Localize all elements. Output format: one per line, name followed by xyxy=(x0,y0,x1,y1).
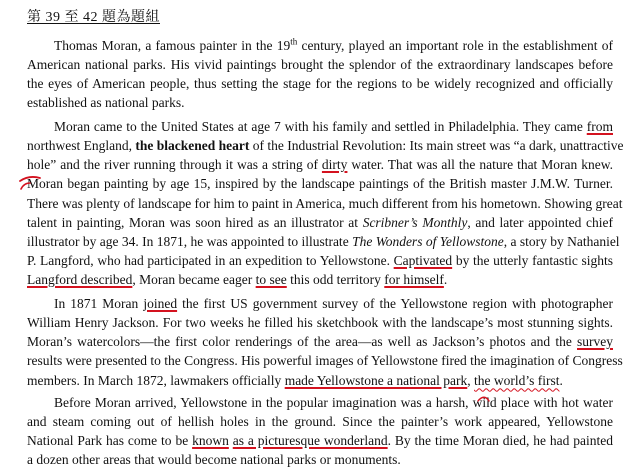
publication-title: Scribner’s Monthly xyxy=(362,214,468,230)
text-run: . By the time Moran died, he had painted xyxy=(387,433,614,449)
paragraph-line xyxy=(27,117,613,136)
text-run: , xyxy=(467,372,475,388)
paragraph-line: the eyes of American people, thus setting the stage for the regions to be widely recognized and officially xyxy=(27,76,613,92)
paragraph-line xyxy=(27,232,620,251)
text-run: members. In March 1872, lawmakers officially xyxy=(27,372,285,388)
text-run: , Moran became eager xyxy=(132,272,256,288)
paragraph-line xyxy=(27,371,613,390)
underlined-phrase: Langford described xyxy=(27,272,133,288)
paragraph-line xyxy=(27,431,613,450)
text-run: . xyxy=(559,372,563,388)
text-run: National Park has come to be xyxy=(27,433,193,449)
text-run: , a story by Nathaniel xyxy=(503,233,620,249)
text-run: P. Langford, who had participated in an expedition to Yellowstone. xyxy=(27,252,394,268)
text-run: water. That was all the nature that Moran knew. xyxy=(347,157,613,173)
underlined-phrase: made Yellowstone a national park xyxy=(284,372,468,388)
text-run: by the utterly fantastic sights xyxy=(452,252,613,268)
underlined-phrase: as a picturesque wonderland xyxy=(232,433,388,449)
paragraph-line xyxy=(27,36,613,55)
text-run: . xyxy=(443,272,448,288)
text-run: illustrator by age 34. In 1871, he was appointed to illustrate xyxy=(27,233,353,249)
paragraph-3 xyxy=(27,294,623,390)
text-run: In 1871 Moran xyxy=(54,296,144,311)
text-run: hole” and the river running through it was a string of xyxy=(27,157,322,173)
paragraph-line: and steam coming out of hellish holes in the ground. Since the painter’s work appeared, Yellowstone xyxy=(27,414,613,430)
text-run: Thomas Moran, a famous painter in the 19 xyxy=(54,38,291,53)
paragraph-4 xyxy=(27,393,613,470)
underlined-phrase: Captivated xyxy=(393,252,453,268)
paragraph-line: There was plenty of landscape for him to paint in America, much different from his hometown. Showing great xyxy=(27,195,623,211)
text-run: talent in painting, Moran was soon hired as an illustrator at xyxy=(27,214,363,230)
text-run: of the Industrial Revolution: Its main street was “a dark, unattractive xyxy=(249,138,624,154)
paragraph-line xyxy=(27,251,613,270)
question-group-heading: 第 39 至 42 題為題組 xyxy=(27,10,160,25)
paragraph-1 xyxy=(27,36,613,113)
paragraph-line: Moran began painting by age 15, inspired by the landscape paintings of the British master J.M.W. Turner. xyxy=(27,176,613,192)
paragraph-line xyxy=(27,213,613,232)
underlined-phrase: joined xyxy=(143,296,178,311)
paragraph-line xyxy=(27,270,613,289)
paragraph-line xyxy=(27,294,613,313)
paragraph-line: established as national parks. xyxy=(27,95,185,111)
wavy-underlined-phrase: the world’s first xyxy=(474,372,560,388)
text-run: the first US government survey of the Yellowstone region with photographer xyxy=(177,296,613,311)
paragraph-line: Before Moran arrived, Yellowstone in the popular imagination was a harsh, wild place with hot water xyxy=(54,395,613,410)
book-title: The Wonders of Yellowstone xyxy=(352,233,504,249)
text-run: this odd territory xyxy=(286,272,385,288)
paragraph-line xyxy=(27,155,613,174)
paragraph-line: a dozen other areas that would become national parks or monuments. xyxy=(27,452,401,468)
paragraph-line xyxy=(27,136,624,155)
underlined-phrase: known xyxy=(192,433,229,449)
paragraph-line: William Henry Jackson. For two weeks he filled his sketchbook with the landscape’s most stunning sights. xyxy=(27,315,613,331)
underlined-phrase: from xyxy=(586,119,613,134)
text-run: Moran came to the United States at age 7 with his family and settled in Philadelphia. They came xyxy=(54,119,587,134)
underlined-phrase: dirty xyxy=(321,157,348,173)
bold-phrase: the blackened heart xyxy=(135,138,250,154)
text-run: century, played an important role in the establishment of xyxy=(297,38,613,53)
text-run: , and later appointed chief xyxy=(467,214,613,230)
underlined-phrase: for himself xyxy=(384,272,444,288)
underlined-phrase: survey xyxy=(577,334,613,350)
paragraph-line: American national parks. His vivid paintings brought the splendor of the extraordinary landscapes before xyxy=(27,57,613,73)
paragraph-2 xyxy=(27,117,624,289)
ordinal-suffix: th xyxy=(290,36,298,47)
underlined-phrase: to see xyxy=(255,272,287,288)
text-run: Moran’s watercolors—the first color renderings of the area—as well as Jackson’s photos and the xyxy=(27,334,577,350)
text-run: northwest England, xyxy=(27,138,136,154)
paragraph-line: results were presented to the Congress. His powerful images of Yellowstone fired the imagination of Congress xyxy=(27,353,623,369)
paragraph-line xyxy=(27,332,613,351)
